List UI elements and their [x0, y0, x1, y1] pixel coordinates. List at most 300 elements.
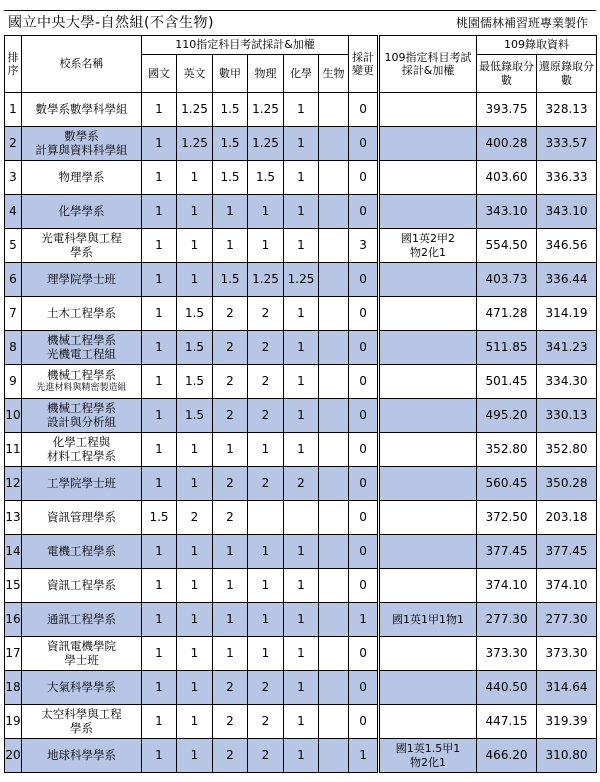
weight-cell — [284, 501, 319, 535]
weight-cell: 1 — [142, 535, 177, 569]
weights-109-line: 國1英1甲1物1 — [392, 612, 465, 626]
weight-cell: 1 — [284, 433, 319, 467]
min-score-cell: 440.50 — [477, 671, 537, 705]
weight-cell: 1 — [177, 535, 213, 569]
change-cell: 0 — [349, 671, 379, 705]
min-score-cell: 372.50 — [477, 501, 537, 535]
weight-cell: 2 — [284, 467, 319, 501]
min-score-header: 最低錄取分數 — [477, 55, 537, 93]
table-row — [5, 331, 597, 365]
school-name-cell — [22, 331, 142, 365]
restored-score-cell: 328.13 — [537, 93, 597, 127]
table-row — [5, 127, 597, 161]
weight-cell: 2 — [248, 331, 284, 365]
school-name-cell — [22, 297, 142, 331]
weights-110-header: 110指定科目考試採計&加權 — [142, 36, 349, 55]
weight-cell: 1.5 — [213, 127, 248, 161]
weight-cell: 1 — [248, 433, 284, 467]
admit-109-header: 109錄取資料 — [477, 36, 597, 55]
weight-cell: 1 — [142, 365, 177, 399]
school-name-line: 學系 — [70, 720, 93, 735]
subject-header: 英文 — [177, 55, 213, 93]
min-score-cell: 466.20 — [477, 739, 537, 773]
min-score-cell: 495.20 — [477, 399, 537, 433]
weights-109-line: 物2化1 — [410, 245, 447, 259]
table-row — [5, 433, 597, 467]
school-name-line: 數學系數學科學組 — [35, 101, 128, 116]
weight-cell: 1 — [213, 195, 248, 229]
subject-header: 化學 — [284, 55, 319, 93]
table-row — [5, 671, 597, 705]
weight-cell: 1 — [177, 569, 213, 603]
weights-109-cell — [379, 365, 477, 399]
school-name-line: 機械工程學系 — [47, 368, 116, 383]
rank-cell: 19 — [5, 705, 22, 739]
weight-cell: 1.25 — [177, 127, 213, 161]
weight-cell: 2 — [213, 467, 248, 501]
school-name-cell — [22, 467, 142, 501]
school-name-line: 太空科學與工程 — [41, 706, 122, 721]
restored-score-cell: 341.23 — [537, 331, 597, 365]
weight-cell: 2 — [213, 671, 248, 705]
weight-cell: 2 — [248, 297, 284, 331]
rank-cell: 3 — [5, 161, 22, 195]
weight-cell: 1.5 — [177, 365, 213, 399]
min-score-cell: 501.45 — [477, 365, 537, 399]
subject-header: 生物 — [319, 55, 349, 93]
school-name-line: 化學學系 — [58, 203, 105, 218]
weight-cell: 1 — [284, 399, 319, 433]
weight-cell: 1 — [248, 569, 284, 603]
min-score-cell: 471.28 — [477, 297, 537, 331]
min-score-cell: 352.80 — [477, 433, 537, 467]
school-name-cell — [22, 161, 142, 195]
weight-cell: 1 — [248, 535, 284, 569]
school-name-line: 資訊管理學系 — [47, 509, 116, 524]
weight-cell — [319, 399, 349, 433]
restored-score-cell: 374.10 — [537, 569, 597, 603]
school-name-line: 物理學系 — [58, 169, 105, 184]
weight-cell: 1 — [213, 433, 248, 467]
weight-cell: 2 — [213, 705, 248, 739]
weights-109-cell — [379, 127, 477, 161]
change-cell: 0 — [349, 161, 379, 195]
min-score-cell: 560.45 — [477, 467, 537, 501]
weights-109-header: 109指定科目考試採計&加權 — [379, 36, 477, 93]
school-name-cell — [22, 501, 142, 535]
table-row — [5, 569, 597, 603]
weights-109-line: 國1英1.5甲1 — [395, 742, 461, 756]
change-cell: 1 — [349, 739, 379, 773]
weight-cell — [319, 161, 349, 195]
school-name-cell — [22, 433, 142, 467]
weight-cell — [319, 637, 349, 671]
table-row — [5, 501, 597, 535]
weight-cell: 2 — [248, 739, 284, 773]
page-title: 國立中央大學-自然組(不含生物) — [8, 15, 214, 31]
weight-cell: 1 — [142, 297, 177, 331]
weights-109-cell — [379, 161, 477, 195]
weight-cell: 1 — [284, 637, 319, 671]
rank-cell: 2 — [5, 127, 22, 161]
school-name-cell — [22, 739, 142, 773]
school-name-line: 地球科學學系 — [47, 747, 116, 762]
table-row — [5, 297, 597, 331]
weights-109-cell — [379, 739, 477, 773]
table-row — [5, 603, 597, 637]
rank-cell: 7 — [5, 297, 22, 331]
weight-cell: 1 — [142, 127, 177, 161]
school-name-cell — [22, 535, 142, 569]
weight-cell — [319, 569, 349, 603]
weight-cell: 1 — [284, 365, 319, 399]
weight-cell — [319, 603, 349, 637]
change-cell: 0 — [349, 331, 379, 365]
weight-cell — [319, 331, 349, 365]
weights-109-cell — [379, 195, 477, 229]
weight-cell: 1 — [284, 603, 319, 637]
weight-cell: 1 — [142, 229, 177, 263]
change-cell: 0 — [349, 365, 379, 399]
table-row — [5, 263, 597, 297]
change-cell: 0 — [349, 93, 379, 127]
rank-cell: 20 — [5, 739, 22, 773]
weights-109-cell — [379, 229, 477, 263]
subject-header: 數甲 — [213, 55, 248, 93]
table-row — [5, 399, 597, 433]
weights-109-cell — [379, 535, 477, 569]
weight-cell: 1 — [177, 161, 213, 195]
weight-cell: 1 — [284, 569, 319, 603]
weight-cell: 1 — [284, 93, 319, 127]
weight-cell: 1.5 — [177, 399, 213, 433]
restored-score-cell: 330.13 — [537, 399, 597, 433]
weight-cell: 1 — [284, 195, 319, 229]
school-name-cell — [22, 93, 142, 127]
weight-cell: 1.5 — [213, 161, 248, 195]
weights-109-cell — [379, 671, 477, 705]
restored-score-cell: 277.30 — [537, 603, 597, 637]
weights-109-cell — [379, 331, 477, 365]
school-name-cell — [22, 569, 142, 603]
change-cell: 0 — [349, 467, 379, 501]
restored-score-cell: 336.33 — [537, 161, 597, 195]
restored-score-cell: 352.80 — [537, 433, 597, 467]
weight-cell: 1 — [284, 331, 319, 365]
school-name-line: 通訊工程學系 — [47, 611, 116, 626]
weight-cell: 1 — [177, 195, 213, 229]
weight-cell: 1 — [177, 229, 213, 263]
weights-109-cell — [379, 637, 477, 671]
min-score-cell: 511.85 — [477, 331, 537, 365]
weights-109-cell — [379, 297, 477, 331]
weight-cell: 2 — [213, 297, 248, 331]
weight-cell: 1 — [248, 637, 284, 671]
change-cell: 3 — [349, 229, 379, 263]
min-score-cell: 393.75 — [477, 93, 537, 127]
weight-cell: 1.25 — [248, 93, 284, 127]
weight-cell: 1 — [284, 127, 319, 161]
school-name-line: 電機工程學系 — [47, 543, 116, 558]
weight-cell: 1.5 — [177, 297, 213, 331]
weight-cell — [319, 705, 349, 739]
table-row — [5, 705, 597, 739]
school-name-cell — [22, 399, 142, 433]
rank-cell: 8 — [5, 331, 22, 365]
weight-cell: 2 — [213, 365, 248, 399]
min-score-cell: 343.10 — [477, 195, 537, 229]
school-name-line: 學士班 — [64, 652, 99, 667]
weight-cell: 1 — [248, 603, 284, 637]
school-name-cell — [22, 603, 142, 637]
restored-score-cell: 334.30 — [537, 365, 597, 399]
restored-score-cell: 350.28 — [537, 467, 597, 501]
rank-cell: 6 — [5, 263, 22, 297]
weight-cell — [319, 501, 349, 535]
weight-cell: 1 — [142, 331, 177, 365]
change-cell: 0 — [349, 263, 379, 297]
rank-header: 排序 — [5, 36, 22, 93]
weight-cell: 1.5 — [142, 501, 177, 535]
weight-cell: 1.5 — [213, 93, 248, 127]
restored-score-cell: 377.45 — [537, 535, 597, 569]
weight-cell — [319, 195, 349, 229]
weight-cell: 1 — [284, 705, 319, 739]
weight-cell — [319, 297, 349, 331]
weights-109-cell — [379, 705, 477, 739]
rank-cell: 15 — [5, 569, 22, 603]
weight-cell: 1 — [142, 433, 177, 467]
weight-cell: 1 — [284, 739, 319, 773]
school-name-line: 理學院學士班 — [47, 271, 116, 286]
rank-cell: 12 — [5, 467, 22, 501]
school-name-cell — [22, 229, 142, 263]
restored-score-cell: 319.39 — [537, 705, 597, 739]
restored-score-cell: 346.56 — [537, 229, 597, 263]
weight-cell: 1 — [177, 263, 213, 297]
weight-cell: 2 — [177, 501, 213, 535]
weight-cell: 1 — [142, 637, 177, 671]
change-cell: 0 — [349, 637, 379, 671]
weight-cell: 1.5 — [177, 331, 213, 365]
weight-cell: 1 — [213, 535, 248, 569]
restored-score-cell: 203.18 — [537, 501, 597, 535]
table-body — [5, 93, 597, 773]
rank-cell: 5 — [5, 229, 22, 263]
weight-cell — [319, 739, 349, 773]
change-cell: 0 — [349, 399, 379, 433]
table-row — [5, 195, 597, 229]
table-row — [5, 739, 597, 773]
min-score-cell: 374.10 — [477, 569, 537, 603]
school-name-line: 工學院學士班 — [47, 475, 116, 490]
weight-cell — [319, 127, 349, 161]
restored-score-cell: 336.44 — [537, 263, 597, 297]
school-name-cell — [22, 637, 142, 671]
weight-cell: 1 — [284, 229, 319, 263]
min-score-cell: 377.45 — [477, 535, 537, 569]
weight-cell: 1 — [213, 637, 248, 671]
school-name-line: 學系 — [70, 244, 93, 259]
change-header: 採計變更 — [349, 36, 379, 93]
weight-cell: 1 — [177, 637, 213, 671]
weight-cell: 1.25 — [177, 93, 213, 127]
table-row — [5, 229, 597, 263]
min-score-cell: 277.30 — [477, 603, 537, 637]
table-row — [5, 467, 597, 501]
weights-109-cell — [379, 93, 477, 127]
school-header: 校系名稱 — [22, 36, 142, 93]
table-row — [5, 535, 597, 569]
weight-cell: 1 — [284, 297, 319, 331]
rank-cell: 13 — [5, 501, 22, 535]
school-name-cell — [22, 365, 142, 399]
min-score-cell: 403.60 — [477, 161, 537, 195]
restored-score-cell: 373.30 — [537, 637, 597, 671]
weight-cell: 1 — [142, 161, 177, 195]
change-cell: 0 — [349, 195, 379, 229]
weight-cell: 1 — [142, 569, 177, 603]
weight-cell: 1 — [213, 569, 248, 603]
table-row — [5, 161, 597, 195]
weight-cell: 1 — [142, 467, 177, 501]
school-name-line: 先進材料與精密製造組 — [36, 383, 127, 393]
school-name-line: 數學系 — [64, 128, 99, 143]
weight-cell: 2 — [213, 501, 248, 535]
weights-109-cell — [379, 569, 477, 603]
table-row — [5, 93, 597, 127]
school-name-cell — [22, 263, 142, 297]
admission-table — [4, 35, 597, 773]
change-cell: 0 — [349, 705, 379, 739]
weight-cell — [319, 433, 349, 467]
min-score-cell: 403.73 — [477, 263, 537, 297]
subject-header: 國文 — [142, 55, 177, 93]
weight-cell — [319, 93, 349, 127]
weights-109-cell — [379, 433, 477, 467]
weights-109-cell — [379, 263, 477, 297]
weight-cell: 2 — [213, 399, 248, 433]
weight-cell: 2 — [248, 399, 284, 433]
change-cell: 0 — [349, 535, 379, 569]
change-cell: 0 — [349, 433, 379, 467]
weight-cell: 1 — [177, 467, 213, 501]
weight-cell: 1.5 — [213, 263, 248, 297]
rank-cell: 1 — [5, 93, 22, 127]
restored-score-cell: 343.10 — [537, 195, 597, 229]
change-cell: 0 — [349, 569, 379, 603]
change-cell: 1 — [349, 603, 379, 637]
school-name-line: 土木工程學系 — [47, 305, 116, 320]
weight-cell — [319, 467, 349, 501]
weight-cell: 1 — [142, 705, 177, 739]
rank-cell: 11 — [5, 433, 22, 467]
weight-cell: 1 — [177, 671, 213, 705]
weight-cell: 2 — [213, 331, 248, 365]
weight-cell: 2 — [248, 671, 284, 705]
min-score-cell: 373.30 — [477, 637, 537, 671]
weight-cell: 1 — [213, 603, 248, 637]
weight-cell: 1.5 — [248, 161, 284, 195]
weight-cell — [319, 671, 349, 705]
subject-header: 物理 — [248, 55, 284, 93]
weight-cell: 1 — [284, 671, 319, 705]
weight-cell: 1.25 — [248, 263, 284, 297]
school-name-line: 機械工程學系 — [47, 332, 116, 347]
school-name-cell — [22, 671, 142, 705]
weight-cell: 1 — [248, 229, 284, 263]
school-name-cell — [22, 195, 142, 229]
weight-cell: 1 — [142, 263, 177, 297]
weight-cell: 1 — [142, 195, 177, 229]
weight-cell: 1 — [142, 671, 177, 705]
page-subtitle: 桃園儒林補習班專業製作 — [455, 16, 588, 30]
weight-cell: 2 — [248, 467, 284, 501]
weight-cell: 1 — [142, 93, 177, 127]
school-name-line: 大氣科學學系 — [47, 679, 116, 694]
school-name-line: 計算與資料科學組 — [35, 142, 128, 157]
school-name-line: 機械工程學系 — [47, 400, 116, 415]
school-name-cell — [22, 127, 142, 161]
weight-cell — [319, 229, 349, 263]
weight-cell: 1 — [177, 603, 213, 637]
top-rule — [4, 10, 596, 11]
change-cell: 0 — [349, 127, 379, 161]
school-name-line: 材料工程學系 — [47, 448, 116, 463]
rank-cell: 16 — [5, 603, 22, 637]
weights-109-cell — [379, 467, 477, 501]
restored-score-cell: 314.19 — [537, 297, 597, 331]
weight-cell: 1.25 — [248, 127, 284, 161]
table-row — [5, 637, 597, 671]
weights-109-line: 物2化1 — [410, 755, 447, 769]
weight-cell: 1 — [284, 161, 319, 195]
school-name-line: 資訊電機學院 — [47, 638, 116, 653]
weight-cell: 2 — [248, 365, 284, 399]
rank-cell: 17 — [5, 637, 22, 671]
weight-cell: 1 — [284, 535, 319, 569]
weight-cell: 2 — [213, 739, 248, 773]
school-name-line: 資訊工程學系 — [47, 577, 116, 592]
min-score-cell: 554.50 — [477, 229, 537, 263]
weight-cell: 1 — [142, 603, 177, 637]
weight-cell: 1 — [213, 229, 248, 263]
school-name-line: 化學工程與 — [52, 434, 111, 449]
weight-cell: 1 — [177, 433, 213, 467]
rank-cell: 4 — [5, 195, 22, 229]
rank-cell: 9 — [5, 365, 22, 399]
weight-cell — [319, 535, 349, 569]
weight-cell — [319, 263, 349, 297]
weight-cell: 1 — [248, 195, 284, 229]
min-score-cell: 400.28 — [477, 127, 537, 161]
restored-score-cell: 314.64 — [537, 671, 597, 705]
table-row — [5, 365, 597, 399]
school-name-line: 設計與分析組 — [47, 414, 116, 429]
restored-score-header: 還原錄取分數 — [537, 55, 597, 93]
restored-score-cell: 333.57 — [537, 127, 597, 161]
weight-cell: 1 — [142, 739, 177, 773]
weight-cell: 2 — [248, 705, 284, 739]
rank-cell: 18 — [5, 671, 22, 705]
weights-109-cell — [379, 603, 477, 637]
weight-cell: 1 — [177, 739, 213, 773]
rank-cell: 10 — [5, 399, 22, 433]
school-name-line: 光電科學與工程 — [41, 230, 122, 245]
weights-109-line: 國1英2甲2 — [401, 232, 456, 246]
weight-cell — [248, 501, 284, 535]
weight-cell — [319, 365, 349, 399]
